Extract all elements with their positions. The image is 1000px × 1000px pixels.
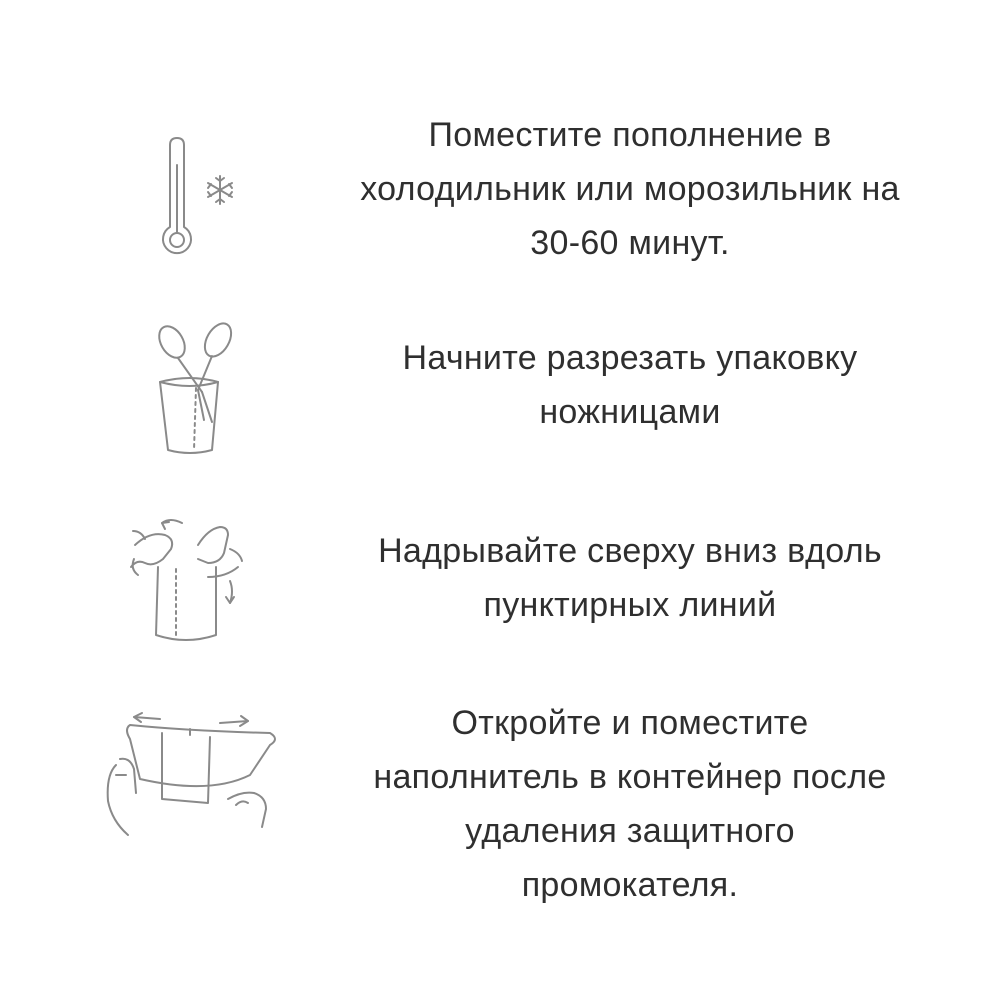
step-4-text bbox=[310, 696, 950, 912]
step-2-line-1: Начните разрезать упаковку bbox=[402, 339, 858, 377]
step-2 bbox=[0, 300, 1000, 480]
step-4-line-1: Откройте и поместите bbox=[451, 704, 809, 742]
step-1-text bbox=[310, 108, 950, 270]
scissors-cup-icon bbox=[90, 310, 290, 470]
step-1-line-1: Поместите пополнение в bbox=[428, 116, 832, 154]
hands-tearing-icon bbox=[90, 505, 290, 665]
step-4-line-3: удаления защитного bbox=[465, 812, 795, 850]
hands-opening-icon bbox=[90, 695, 290, 855]
step-2-text bbox=[310, 331, 950, 439]
step-1-line-3: 30-60 минут. bbox=[530, 224, 730, 262]
step-4-line-2: наполнитель в контейнер после bbox=[373, 758, 887, 796]
step-3-text bbox=[310, 524, 950, 632]
step-1 bbox=[0, 105, 1000, 285]
step-3 bbox=[0, 495, 1000, 665]
step-4-line-4: промокателя. bbox=[521, 866, 739, 904]
step-3-line-2: пунктирных линий bbox=[483, 586, 777, 624]
step-3-line-1: Надрывайте сверху вниз вдоль bbox=[378, 532, 882, 570]
thermometer-snowflake-icon bbox=[90, 125, 290, 285]
step-4 bbox=[0, 685, 1000, 915]
step-1-line-2: холодильник или морозильник на bbox=[360, 170, 900, 208]
step-2-line-2: ножницами bbox=[539, 393, 721, 431]
